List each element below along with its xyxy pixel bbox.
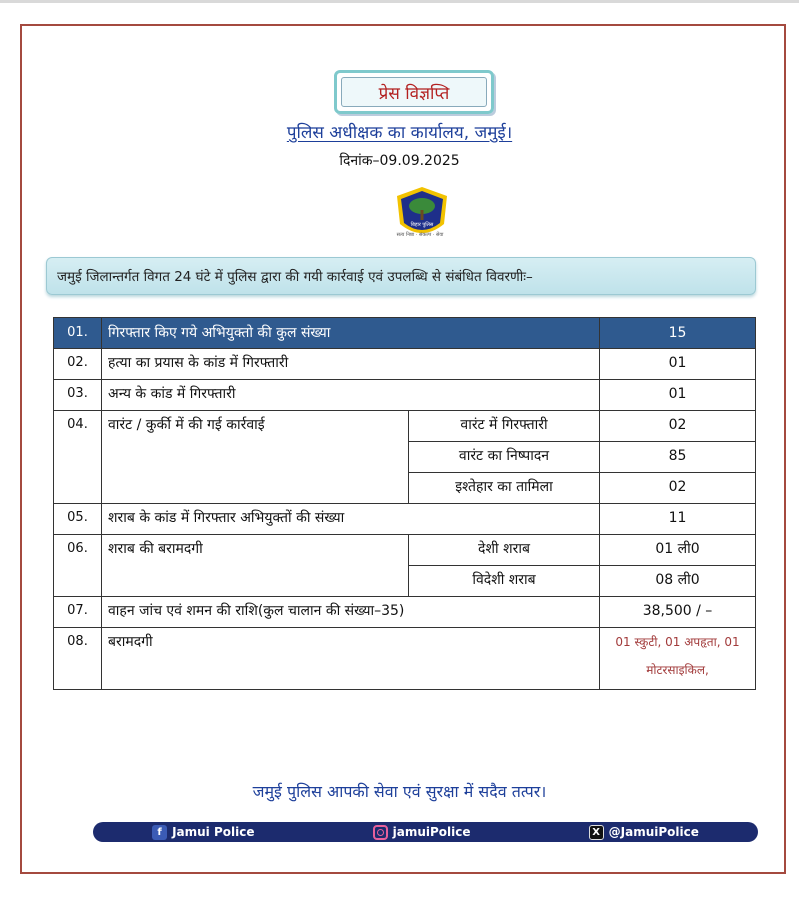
sub-value: 02: [600, 411, 756, 442]
row-label: शराब की बरामदगी: [102, 535, 409, 597]
row-label: वारंट / कुर्की में की गई कार्रवाई: [102, 411, 409, 504]
sub-label: वारंट का निष्पादन: [409, 442, 600, 473]
instagram-handle: jamuiPolice: [392, 825, 471, 839]
sub-value: 02: [600, 473, 756, 504]
table-row: [54, 318, 756, 349]
logo-label: बिहार पुलिस: [410, 222, 434, 228]
facebook-link[interactable]: [152, 825, 254, 840]
release-date: दिनांक–09.09.2025: [339, 153, 460, 169]
table-row: [54, 411, 756, 442]
table-row: [54, 535, 756, 566]
row-number: 05.: [54, 504, 102, 535]
tagline: जमुई पुलिस आपकी सेवा एवं सुरक्षा में सदैव तत्पर।: [252, 782, 547, 801]
sub-label: देशी शराब: [409, 535, 600, 566]
logo-tagline: सत्य निष्ठा · संकल्प · सेवा: [396, 232, 444, 238]
sub-label: विदेशी शराब: [409, 566, 600, 597]
table-row: [54, 380, 756, 411]
facebook-icon: f: [152, 825, 167, 840]
row-label: वाहन जांच एवं शमन की राशि(कुल चालान की संख्या–35): [102, 597, 600, 628]
row-number: 07.: [54, 597, 102, 628]
row-label: हत्या का प्रयास के कांड में गिरफ्तारी: [102, 349, 600, 380]
x-link[interactable]: [589, 825, 699, 840]
row-value: 15: [600, 318, 756, 349]
row-value: 01: [600, 349, 756, 380]
row-label: बरामदगी: [102, 628, 600, 690]
sub-value: 85: [600, 442, 756, 473]
x-icon: X: [589, 825, 604, 840]
press-release-box: [334, 70, 494, 114]
summary-banner: जमुई जिलान्तर्गत विगत 24 घंटे में पुलिस द्वारा की गयी कार्रवाई एवं उपलब्धि से संबंधित विवरणीः–: [46, 257, 756, 295]
row-label: गिरफ्तार किए गये अभियुक्तो की कुल संख्या: [102, 318, 600, 349]
row-number: 04.: [54, 411, 102, 504]
row-number: 03.: [54, 380, 102, 411]
table-row: [54, 504, 756, 535]
instagram-icon: [373, 825, 388, 840]
x-handle: @JamuiPolice: [608, 825, 699, 839]
row-label: अन्य के कांड में गिरफ्तारी: [102, 380, 600, 411]
row-value: 01: [600, 380, 756, 411]
row-label: शराब के कांड में गिरफ्तार अभियुक्तों की संख्या: [102, 504, 600, 535]
row-value: 11: [600, 504, 756, 535]
table-row: [54, 628, 756, 690]
recovery-value: 01 स्कुटी, 01 अपहृता, 01 मोटरसाइकिल,: [600, 628, 756, 690]
social-bar: [93, 822, 758, 842]
sub-label: वारंट में गिरफ्तारी: [409, 411, 600, 442]
facebook-handle: Jamui Police: [172, 825, 255, 839]
sub-value: 01 ली0: [600, 535, 756, 566]
row-number: 08.: [54, 628, 102, 690]
office-title: पुलिस अधीक्षक का कार्यालय, जमुई।: [286, 123, 513, 143]
top-divider: [0, 0, 799, 3]
sub-label: इश्तेहार का तामिला: [409, 473, 600, 504]
table-row: [54, 349, 756, 380]
instagram-link[interactable]: [373, 825, 471, 840]
activity-table: [53, 317, 756, 690]
row-number: 02.: [54, 349, 102, 380]
press-release-title: प्रेस विज्ञप्ति: [341, 77, 487, 107]
table-row: [54, 597, 756, 628]
row-value: 38,500 / –: [600, 597, 756, 628]
sub-value: 08 ली0: [600, 566, 756, 597]
row-number: 01.: [54, 318, 102, 349]
row-number: 06.: [54, 535, 102, 597]
